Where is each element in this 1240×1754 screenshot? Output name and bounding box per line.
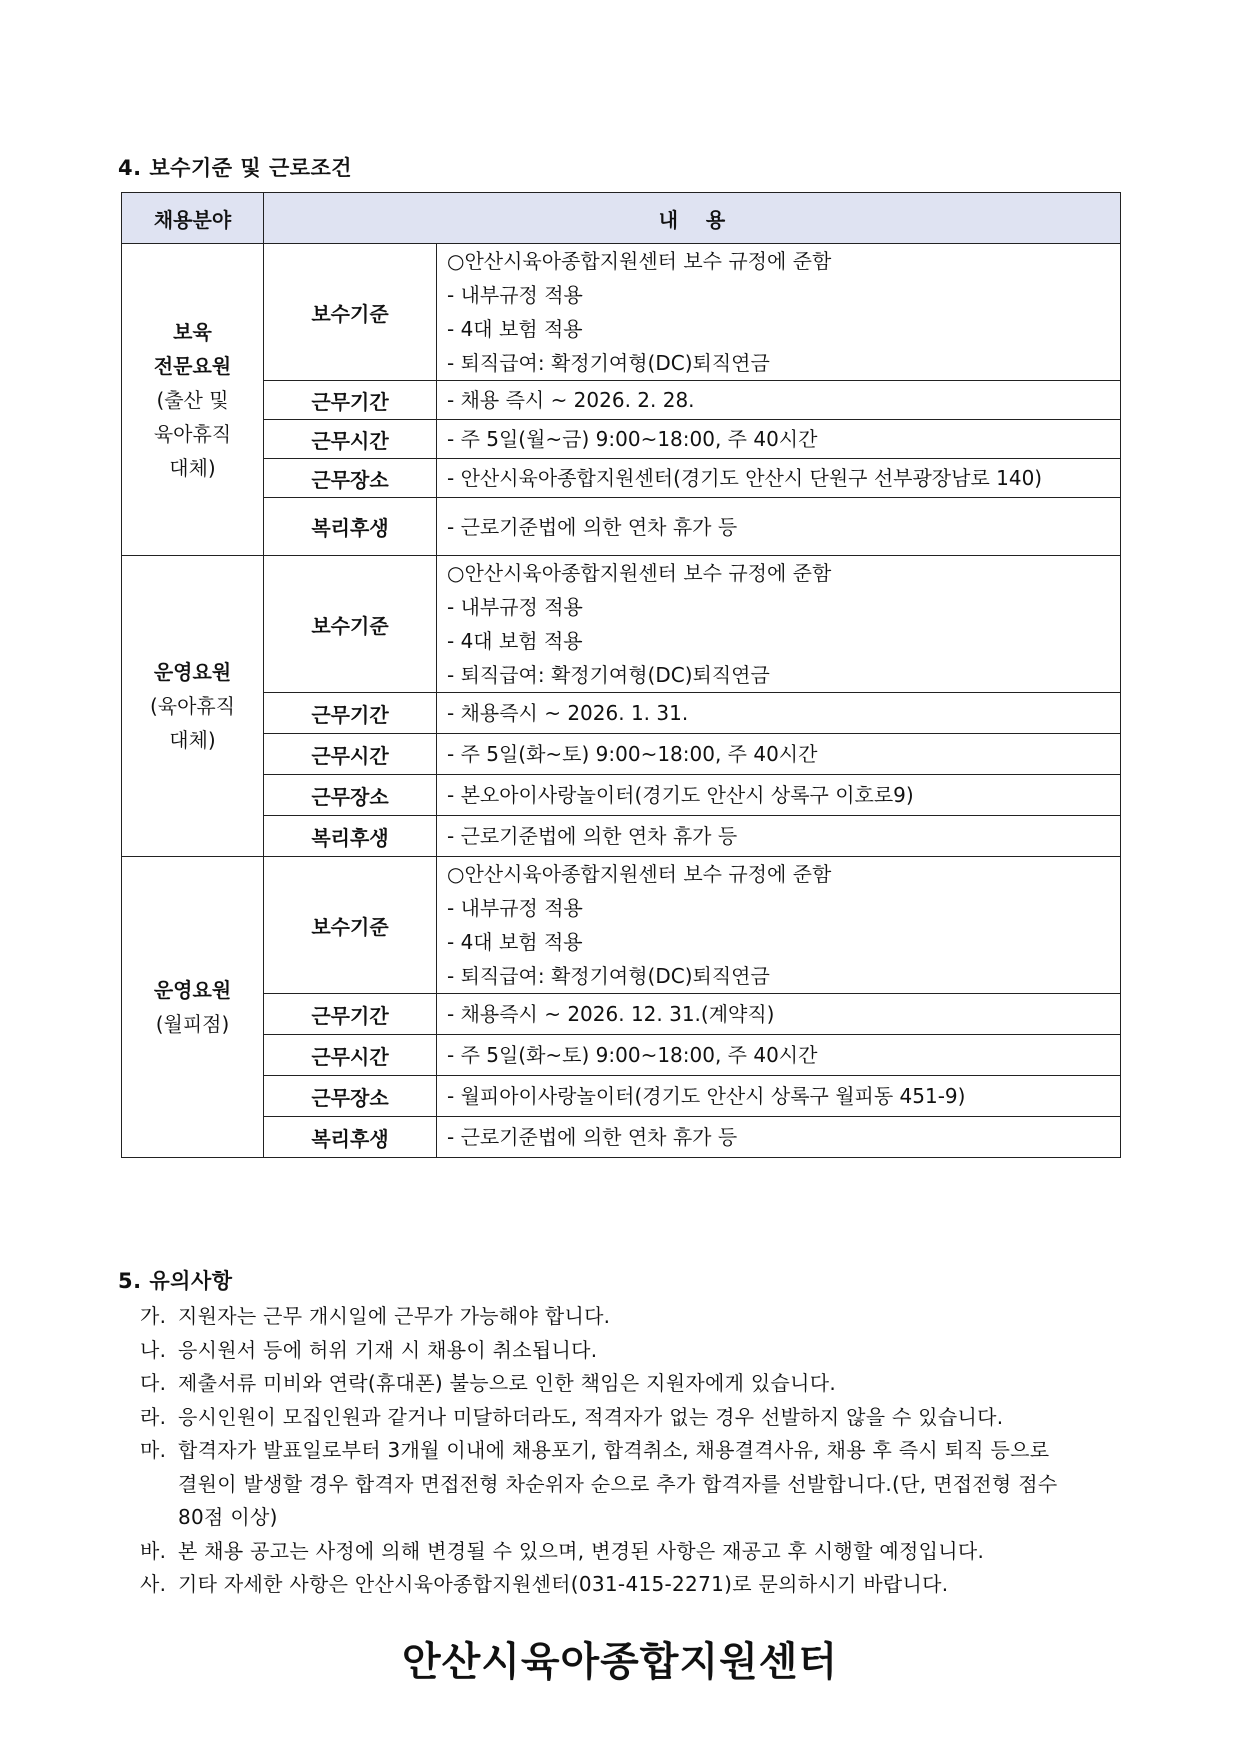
- condition-label: 근무기간: [264, 994, 437, 1035]
- field-note: 대체): [169, 455, 216, 480]
- condition-content: [437, 459, 1121, 498]
- field-note: (육아휴직: [149, 694, 236, 718]
- field-name: 운영요원: [153, 978, 232, 1002]
- table-row: [122, 775, 1121, 816]
- recruitment-field-cell: [122, 857, 264, 1158]
- note-item: [140, 1535, 1130, 1569]
- content-line: - 4대 보험 적용: [447, 930, 583, 954]
- note-item: [140, 1568, 1130, 1602]
- note-marker: 나.: [140, 1337, 167, 1362]
- note-item: [140, 1334, 1130, 1368]
- table-row: [122, 459, 1121, 498]
- condition-content: [437, 1076, 1121, 1117]
- section-5-title: 5. 유의사항: [118, 1269, 233, 1293]
- note-item: [140, 1434, 1130, 1535]
- condition-content: [437, 498, 1121, 556]
- section-4-title: 4. 보수기준 및 근로조건: [118, 156, 353, 180]
- field-name: 운영요원: [153, 660, 232, 684]
- condition-label: 복리후생: [264, 498, 437, 556]
- compensation-conditions-table: [121, 192, 1121, 1158]
- content-line: - 퇴직급여: 확정기여형(DC)퇴직연금: [447, 663, 770, 687]
- condition-content: [437, 857, 1121, 994]
- table-row: [122, 498, 1121, 556]
- table-row: [122, 1035, 1121, 1076]
- condition-content: [437, 734, 1121, 775]
- condition-content: [437, 556, 1121, 693]
- condition-label: 근무시간: [264, 734, 437, 775]
- condition-label: 근무장소: [264, 459, 437, 498]
- condition-label: 복리후생: [264, 1117, 437, 1158]
- note-line: 80점 이상): [178, 1505, 278, 1529]
- content-line: - 월피아이사랑놀이터(경기도 안산시 상록구 월피동 451-9): [447, 1084, 966, 1108]
- header-field: 채용분야: [122, 193, 264, 244]
- condition-content: [437, 775, 1121, 816]
- note-line: 결원이 발생할 경우 합격자 면접전형 차순위자 순으로 추가 합격자를 선발합니다.(단, 면접전형 점수: [178, 1471, 1058, 1496]
- content-line: - 채용즉시 ~ 2026. 12. 31.(계약직): [447, 1002, 775, 1026]
- note-line: 지원자는 근무 개시일에 근무가 가능해야 합니다.: [178, 1304, 611, 1328]
- content-line: ○안산시육아종합지원센터 보수 규정에 준함: [447, 862, 832, 886]
- condition-content: [437, 381, 1121, 420]
- content-line: - 채용 즉시 ~ 2026. 2. 28.: [447, 388, 695, 412]
- note-item: [140, 1300, 1130, 1334]
- condition-label: 근무시간: [264, 1035, 437, 1076]
- table-row: [122, 734, 1121, 775]
- table-row: [122, 994, 1121, 1035]
- table-row: [122, 420, 1121, 459]
- content-line: - 본오아이사랑놀이터(경기도 안산시 상록구 이호로9): [447, 783, 914, 807]
- condition-label: 근무기간: [264, 381, 437, 420]
- content-line: - 근로기준법에 의한 연차 휴가 등: [447, 824, 738, 848]
- condition-content: [437, 1035, 1121, 1076]
- content-line: - 내부규정 적용: [447, 595, 583, 619]
- note-line: 응시인원이 모집인원과 같거나 미달하더라도, 적격자가 없는 경우 선발하지 않을 수 있습니다.: [178, 1404, 1004, 1429]
- condition-label: 보수기준: [264, 244, 437, 381]
- table-row: [122, 381, 1121, 420]
- condition-label: 복리후생: [264, 816, 437, 857]
- notes-list: [140, 1300, 1130, 1602]
- note-text: [178, 1334, 1130, 1368]
- note-item: [140, 1367, 1130, 1401]
- note-item: [140, 1401, 1130, 1435]
- condition-label: 근무시간: [264, 420, 437, 459]
- content-line: - 4대 보험 적용: [447, 629, 583, 653]
- header-content: 내 용: [264, 193, 1121, 244]
- table-row: [122, 244, 1121, 381]
- content-line: - 안산시육아종합지원센터(경기도 안산시 단원구 선부광장남로 140): [447, 466, 1043, 490]
- note-text: [178, 1367, 1130, 1401]
- note-line: 합격자가 발표일로부터 3개월 이내에 채용포기, 합격취소, 채용결격사유, 채용 후 즉시 퇴직 등으로: [178, 1438, 1050, 1462]
- condition-label: 근무장소: [264, 775, 437, 816]
- condition-content: [437, 816, 1121, 857]
- note-line: 기타 자세한 사항은 안산시육아종합지원센터(031-415-2271)로 문의하시기 바랍니다.: [178, 1572, 949, 1596]
- condition-content: [437, 420, 1121, 459]
- note-text: [178, 1568, 1130, 1602]
- content-line: - 주 5일(화~토) 9:00~18:00, 주 40시간: [447, 1043, 818, 1067]
- note-marker: 마.: [140, 1438, 167, 1462]
- organization-name: 안산시육아종합지원센터: [401, 1639, 839, 1685]
- note-text: [178, 1300, 1130, 1334]
- content-line: - 근로기준법에 의한 연차 휴가 등: [447, 514, 738, 539]
- condition-label: 근무장소: [264, 1076, 437, 1117]
- content-line: - 주 5일(화~토) 9:00~18:00, 주 40시간: [447, 742, 818, 766]
- condition-content: [437, 994, 1121, 1035]
- content-line: - 내부규정 적용: [447, 896, 583, 920]
- note-marker: 사.: [140, 1572, 167, 1596]
- table-header-row: [122, 193, 1121, 244]
- content-line: ○안산시육아종합지원센터 보수 규정에 준함: [447, 561, 832, 585]
- content-line: ○안산시육아종합지원센터 보수 규정에 준함: [447, 249, 832, 273]
- note-text: [178, 1401, 1130, 1435]
- table-row: [122, 556, 1121, 693]
- note-marker: 라.: [140, 1404, 167, 1429]
- note-line: 응시원서 등에 허위 기재 시 채용이 취소됩니다.: [178, 1337, 598, 1362]
- note-line: 제출서류 미비와 연락(휴대폰) 불능으로 인한 책임은 지원자에게 있습니다.: [178, 1371, 837, 1395]
- table-row: [122, 693, 1121, 734]
- condition-label: 근무기간: [264, 693, 437, 734]
- note-marker: 다.: [140, 1371, 167, 1395]
- content-line: - 내부규정 적용: [447, 283, 583, 307]
- content-line: - 4대 보험 적용: [447, 317, 583, 341]
- content-line: - 채용즉시 ~ 2026. 1. 31.: [447, 701, 689, 725]
- content-line: - 퇴직급여: 확정기여형(DC)퇴직연금: [447, 964, 770, 988]
- recruitment-field-cell: [122, 244, 264, 556]
- table-body: [122, 244, 1121, 1158]
- condition-content: [437, 244, 1121, 381]
- field-note: 육아휴직: [153, 421, 232, 446]
- note-marker: 바.: [140, 1538, 167, 1563]
- content-line: - 퇴직급여: 확정기여형(DC)퇴직연금: [447, 351, 770, 375]
- field-name: 전문요원: [153, 353, 232, 378]
- table-row: [122, 1076, 1121, 1117]
- field-note: (출산 및: [156, 387, 229, 412]
- recruitment-field-cell: [122, 556, 264, 857]
- condition-label: 보수기준: [264, 857, 437, 994]
- table-row: [122, 857, 1121, 994]
- condition-content: [437, 693, 1121, 734]
- note-text: [178, 1535, 1130, 1569]
- condition-label: 보수기준: [264, 556, 437, 693]
- field-note: (월피점): [155, 1012, 230, 1036]
- condition-content: [437, 1117, 1121, 1158]
- field-note: 대체): [169, 728, 216, 752]
- content-line: - 근로기준법에 의한 연차 휴가 등: [447, 1125, 738, 1149]
- field-name: 보육: [173, 319, 212, 344]
- note-marker: 가.: [140, 1304, 167, 1328]
- content-line: - 주 5일(월~금) 9:00~18:00, 주 40시간: [447, 427, 818, 451]
- note-text: [178, 1434, 1130, 1535]
- table-row: [122, 1117, 1121, 1158]
- table-row: [122, 816, 1121, 857]
- note-line: 본 채용 공고는 사정에 의해 변경될 수 있으며, 변경된 사항은 재공고 후 시행할 예정입니다.: [178, 1538, 985, 1563]
